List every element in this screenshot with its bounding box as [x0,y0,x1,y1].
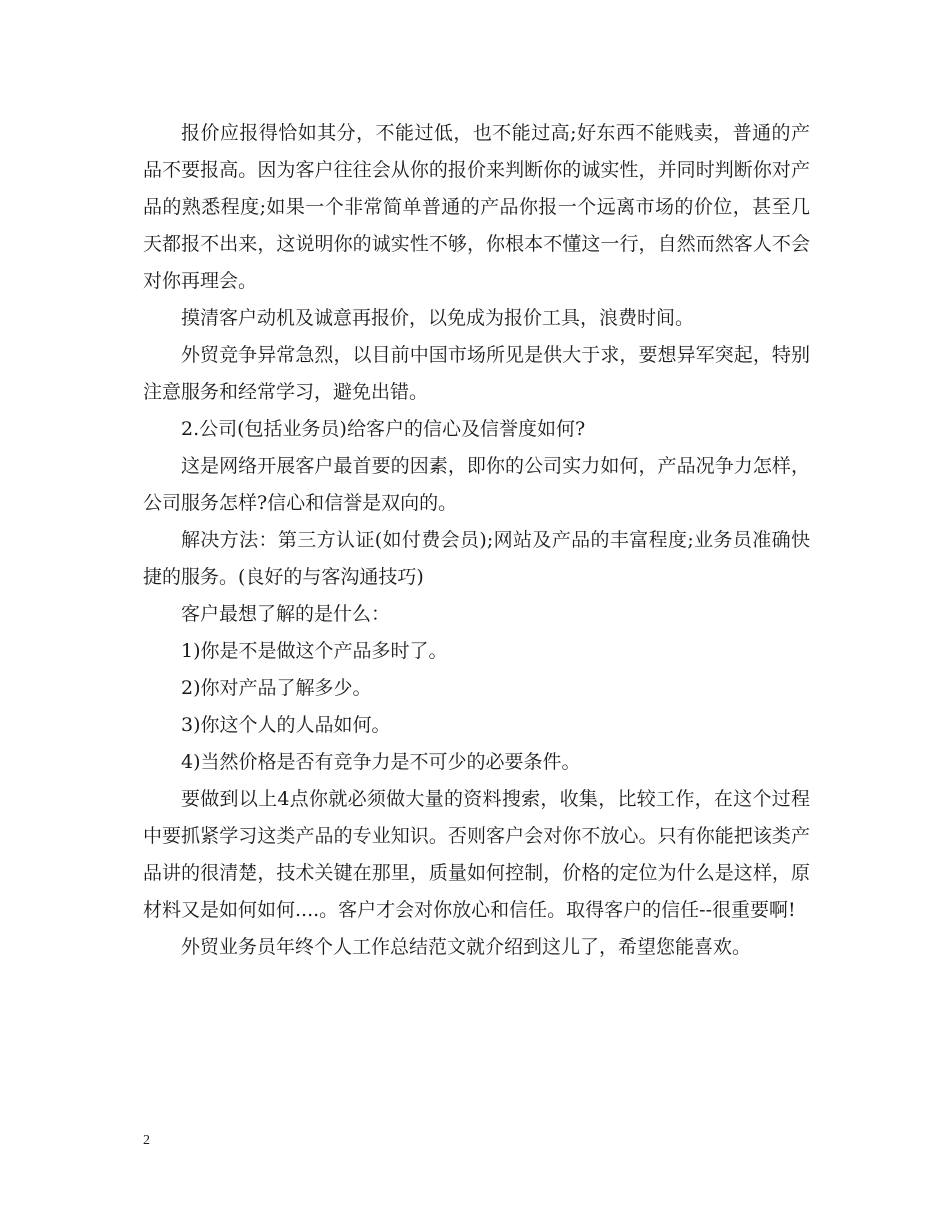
list-item-3: 3)你这个人的人品如何。 [181,714,391,736]
paragraph-research: 要做到以上4点你就必须做大量的资料搜索，收集，比较工作，在这个过程中要抓紧学习这类产品的专业知识。否则客户会对你不放心。只有你能把该类产品讲的很清楚，技术关键在那里，质量如何控制，价格的定位为什么是这样，原材料又是如何如何....。客户才会对你放心和信任。取得客户的信任--很重要啊! [143,788,810,921]
paragraph-solution: 解决方法：第三方认证(如付费会员);网站及产品的丰富程度;业务员准确快捷的服务。(良好的与客沟通技巧) [143,529,810,588]
paragraph-customer-motive: 摸清客户动机及诚意再报价，以免成为报价工具，浪费时间。 [181,307,695,329]
list-item-1: 1)你是不是做这个产品多时了。 [181,640,448,662]
paragraph-customer-wants: 客户最想了解的是什么： [181,603,391,625]
section-heading-credibility: 2.公司(包括业务员)给客户的信心及信誉度如何? [181,418,586,440]
list-item-2: 2)你对产品了解多少。 [181,677,372,699]
paragraph-company-strength: 这是网络开展客户最首要的因素，即你的公司实力如何，产品况争力怎样，公司服务怎样?信心和信誉是双向的。 [143,455,810,514]
paragraph-competition: 外贸竞争异常急烈，以目前中国市场所见是供大于求，要想异军突起，特别注意服务和经常学习，避免出错。 [143,344,810,403]
paragraph-closing: 外贸业务员年终个人工作总结范文就介绍到这儿了，希望您能喜欢。 [181,936,752,958]
page-number: 2 [143,1133,150,1148]
document-body [143,115,810,966]
paragraph-quote-pricing: 报价应报得恰如其分，不能过低，也不能过高;好东西不能贱卖，普通的产品不要报高。因为客户往往会从你的报价来判断你的诚实性，并同时判断你对产品的熟悉程度;如果一个非常简单普通的产品你报一个远离市场的价位，甚至几天都报不出来，这说明你的诚实性不够，你根本不懂这一行，自然而然客人不会对你再理会。 [143,122,810,292]
list-item-4: 4)当然价格是否有竞争力是不可少的必要条件。 [181,751,581,773]
